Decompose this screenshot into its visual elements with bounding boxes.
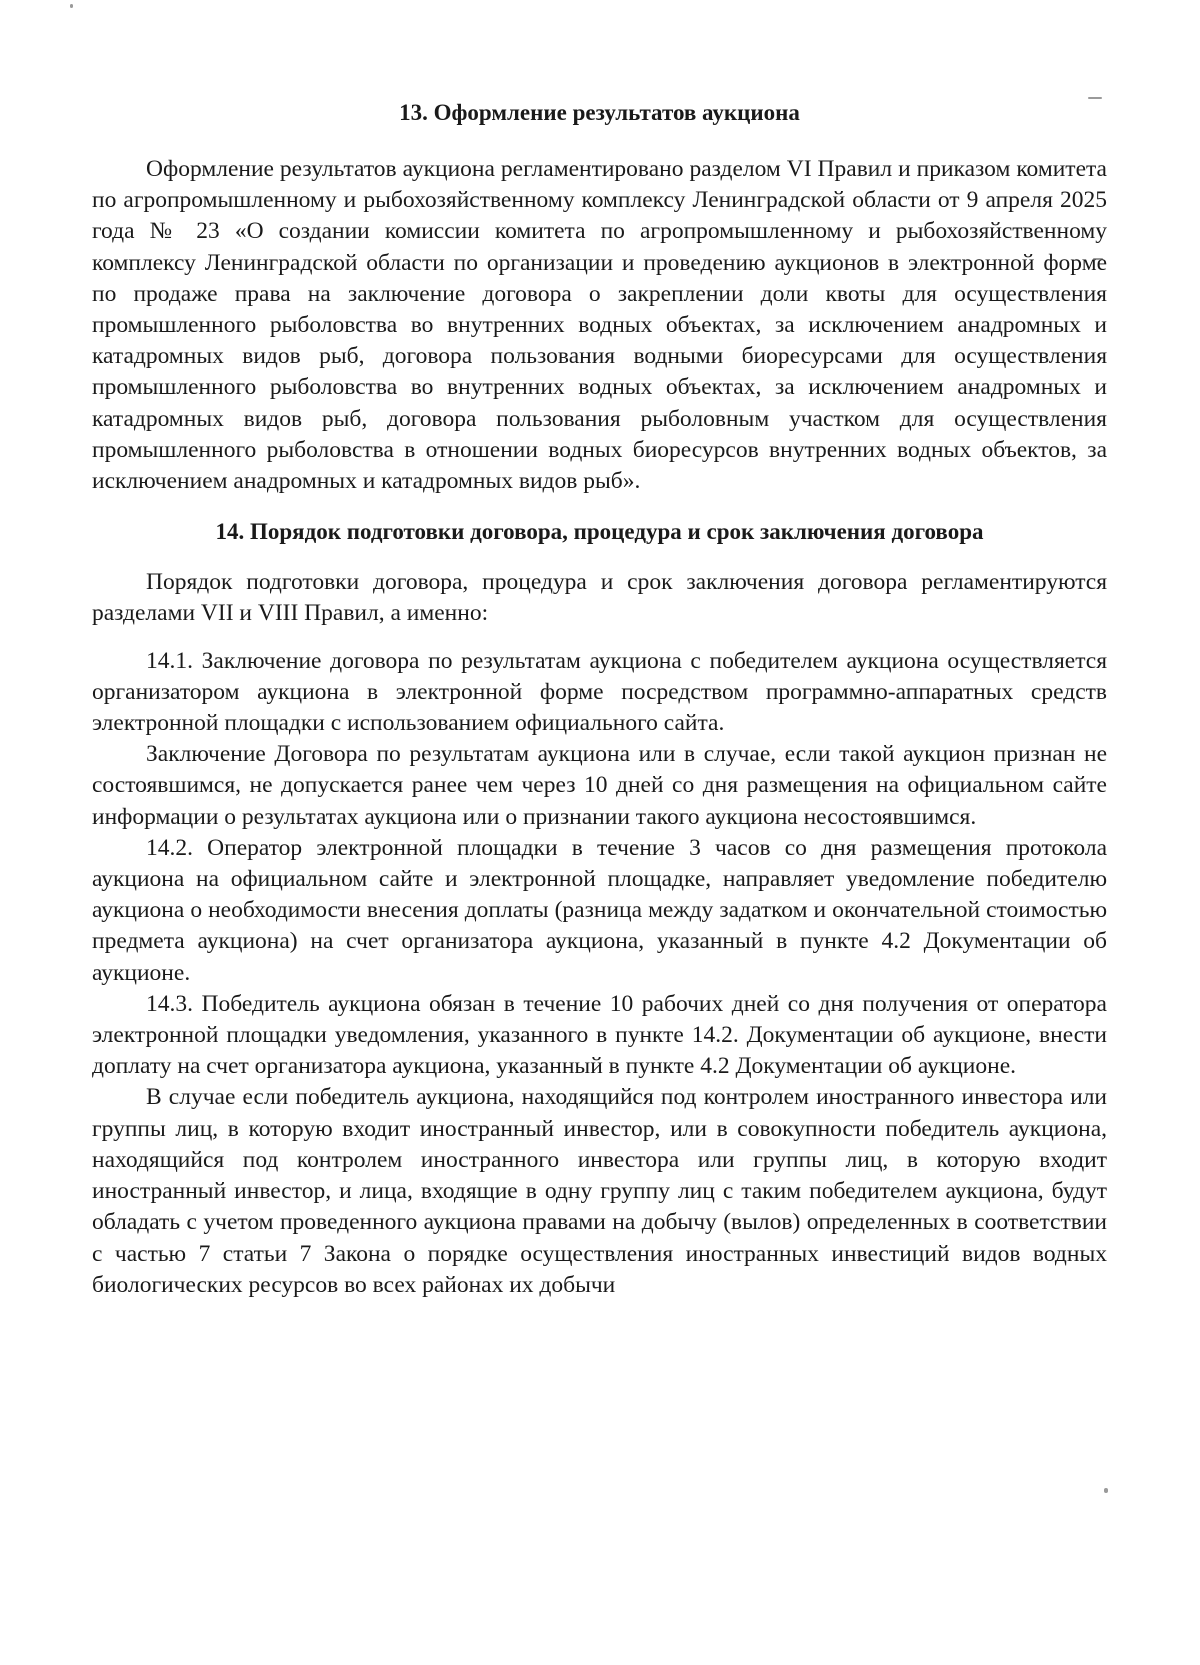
clause-14-2: 14.2. Оператор электронной площадки в течение 3 часов со дня размещения протокола аукциона на официальном сайте и электронной площадке, направляет уведомление победителю аукциона о необходимости внесения доплаты (разница между задатком и окончательной стоимостью предмета аукциона) на счет организатора аукциона, указанный в пункте 4.2 Документации об аукционе. <box>92 834 1107 986</box>
section-13-paragraph: Оформление результатов аукциона регламентировано разделом VI Правил и приказом комитета по агропромышленному и рыбохозяйственному комплексу Ленинградской области от 9 апреля 2025 года № 23 «О создании комиссии комитета по агропромышленному и рыбохозяйственному комплексу Ленинградской области по организации и проведению аукционов в электронной форме по продаже права на заключение договора о закреплении доли квоты для осуществления промышленного рыболовства во внутренних водных объектах, за исключением анадромных и катадромных видов рыб, договора пользования водными биоресурсами для осуществления промышленного рыболовства во внутренних водных объектах, за исключением анадромных и катадромных видов рыб, договора пользования рыболовным участком для осуществления промышленного рыболовства в отношении водных биоресурсов внутренних водных объектов, за исключением анадромных и катадромных видов рыб». <box>92 156 1107 495</box>
scan-speck <box>70 4 73 8</box>
clause-14-1-continued: Заключение Договора по результатам аукциона или в случае, если такой аукцион признан не состоявшимся, не допускается ранее чем через 10 дней со дня размещения на официальном сайте информации о результатах аукциона или о признании такого аукциона несостоявшимся. <box>92 741 1107 830</box>
clause-14-1: 14.1. Заключение договора по результатам аукциона с победителем аукциона осуществляется организатором аукциона в электронной форме посредством программно-аппаратных средств электронной площадки с использованием официального сайта. <box>92 647 1107 737</box>
section-13-heading: 13. Оформление результатов аукциона <box>399 100 800 125</box>
clause-14-3: 14.3. Победитель аукциона обязан в течение 10 рабочих дней со дня получения от оператора электронной площадки уведомления, указанного в пункте 14.2. Документации об аукционе, внести доплату на счет организатора аукциона, указанный в пункте 4.2 Документации об аукционе. <box>92 990 1107 1080</box>
document-body <box>92 98 1107 1301</box>
section-14-intro: Порядок подготовки договора, процедура и срок заключения договора регламентируются разделами VII и VIII Правил, а именно: <box>92 569 1107 627</box>
section-14-heading: 14. Порядок подготовки договора, процедура и срок заключения договора <box>215 519 984 545</box>
scan-speck <box>1104 1488 1108 1493</box>
clause-14-3-continued: В случае если победитель аукциона, находящийся под контролем иностранного инвестора или группы лиц, в которую входит иностранный инвестор, или в совокупности победитель аукциона, находящийся под контролем иностранного инвестора или группы лиц, в которую входит иностранный инвестор, и лица, входящие в одну группу лиц с таким победителем аукциона, будут обладать с учетом проведенного аукциона правами на добычу (вылов) определенных в соответствии с частью 7 статьи 7 Закона о порядке осуществления иностранных инвестиций видов водных биологических ресурсов во всех районах их добычи <box>92 1084 1107 1298</box>
